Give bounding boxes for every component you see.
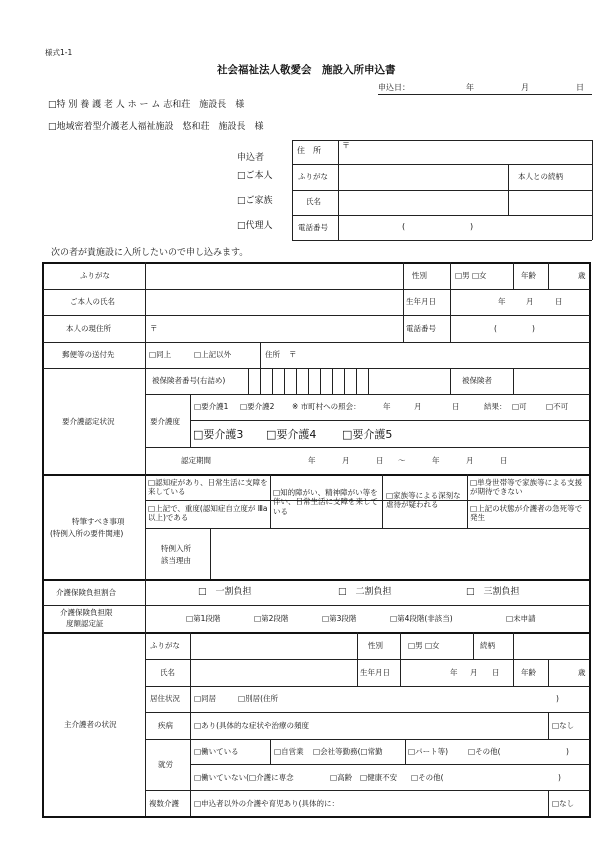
care-level-5[interactable]: □要介護5 xyxy=(342,428,393,441)
facility-option-2[interactable]: □地域密着型介護老人福祉施設 悠和荘 施設長 様 xyxy=(48,122,264,132)
burden-30pct[interactable]: □ 三割負担 xyxy=(466,587,520,597)
patient-phone-label: 電話番号 xyxy=(406,324,436,333)
form-title: 社会福祉法人敬愛会 施設入所申込書 xyxy=(217,64,396,76)
burden-ratio-label: 介護保険負担割合 xyxy=(56,588,116,597)
limit-cert-label-2: 度額認定証 xyxy=(66,619,104,628)
apply-date-label: 申込日： xyxy=(378,83,410,92)
care-level-2[interactable]: □要介護2 xyxy=(240,402,275,411)
caregiver-age-label: 年齢 xyxy=(521,668,536,677)
patient-phone-close: ) xyxy=(532,324,535,333)
burden-10pct[interactable]: □ 一割負担 xyxy=(198,587,252,597)
special-notes-label: 特筆すべき事項 xyxy=(72,517,125,526)
care-level-3[interactable]: □要介護3 xyxy=(193,428,244,441)
applicant-self[interactable]: □ご本人 xyxy=(237,171,273,181)
residence-separate[interactable]: □別居(住所 xyxy=(238,694,279,703)
caregiver-sex-options[interactable]: □男 □女 xyxy=(408,641,440,650)
special-cond-alone[interactable]: □単身世帯等で家族等による支援が期待できない xyxy=(470,478,583,497)
intro-text: 次の者が貴施設に入所したいので申し込みます。 xyxy=(51,248,249,258)
work-no[interactable]: □働いていない(□介護に専念 xyxy=(194,773,294,782)
mail-same-option[interactable]: □同上 xyxy=(149,350,172,359)
patient-dob-year: 年 xyxy=(498,297,506,306)
inquiry-year: 年 xyxy=(383,402,391,411)
special-cond-sudden[interactable]: □上記の状態が介護者の急死等で発生 xyxy=(470,504,583,523)
limit-not-applied[interactable]: □未申請 xyxy=(506,614,536,623)
caregiver-relation-label: 続柄 xyxy=(480,641,495,650)
applicant-phone-label: 電話番号 xyxy=(298,223,328,232)
work-company[interactable]: □会社等勤務(□常勤 xyxy=(313,747,383,756)
period-end-day: 日 xyxy=(500,456,508,465)
caregiver-dob-year: 年 xyxy=(450,668,458,677)
period-end-year: 年 xyxy=(432,456,440,465)
work-self-employed[interactable]: □自営業 xyxy=(274,747,304,756)
burden-20pct[interactable]: □ 二割負担 xyxy=(338,587,392,597)
multi-care-no[interactable]: □なし xyxy=(552,799,575,808)
work-no-elderly[interactable]: □高齢 xyxy=(330,773,353,782)
caregiver-status-label: 主介護者の状況 xyxy=(64,720,117,729)
mail-destination-label: 郵便等の送付先 xyxy=(62,350,115,359)
limit-stage-1[interactable]: □第1段階 xyxy=(186,614,221,623)
caregiver-name-label: 氏名 xyxy=(160,668,175,677)
multi-care-label: 複数介護 xyxy=(149,799,179,808)
caregiver-dob-day: 日 xyxy=(492,668,500,677)
exception-reason-label: 特例入所 xyxy=(161,544,191,553)
patient-age-unit: 歳 xyxy=(578,271,586,280)
facility-option-1[interactable]: □特 別 養 護 老 人 ホ ー ム 志和荘 施設長 様 xyxy=(48,100,245,110)
applicant-name-label: 氏名 xyxy=(306,197,321,206)
work-no-health[interactable]: □健康不安 xyxy=(360,773,398,782)
residence-close: ) xyxy=(556,694,559,703)
patient-furigana-label: ふりがな xyxy=(80,271,110,280)
limit-stage-2[interactable]: □第2段階 xyxy=(254,614,289,623)
period-start-day: 日 xyxy=(376,456,384,465)
inquiry-ng[interactable]: □不可 xyxy=(546,402,569,411)
applicant-label: 申込者 xyxy=(237,153,265,163)
mail-postal-mark: 〒 xyxy=(289,350,297,359)
illness-no[interactable]: □なし xyxy=(552,721,575,730)
work-label: 就労 xyxy=(158,760,173,769)
caregiver-age-unit: 歳 xyxy=(578,668,586,677)
apply-year: 年 xyxy=(466,83,474,92)
apply-month: 月 xyxy=(521,83,529,92)
municipality-inquiry: ※ 市町村への照会： xyxy=(292,402,361,411)
caregiver-sex-label: 性別 xyxy=(368,641,383,650)
work-other-close: ) xyxy=(566,747,569,756)
insured-label: 被保険者 xyxy=(462,376,492,385)
patient-dob-day: 日 xyxy=(555,297,563,306)
limit-cert-label: 介護保険負担限 xyxy=(60,608,113,617)
applicant-family[interactable]: □ご家族 xyxy=(237,196,273,206)
exception-reason-label-2: 該当理由 xyxy=(161,556,191,565)
illness-yes[interactable]: □あり(具体的な症状や治療の頻度 xyxy=(194,721,310,730)
residence-same[interactable]: □同居 xyxy=(194,694,217,703)
patient-sex-options[interactable]: □男 □女 xyxy=(455,271,487,280)
special-cond-dementia[interactable]: □認知症があり、日常生活に支障を来している xyxy=(148,478,268,497)
applicant-proxy[interactable]: □代理人 xyxy=(237,221,273,231)
caregiver-dob-label: 生年月日 xyxy=(360,668,390,677)
insured-number-label: 被保険者番号(右詰め) xyxy=(152,376,226,385)
inquiry-month: 月 xyxy=(414,402,422,411)
patient-dob-month: 月 xyxy=(526,297,534,306)
patient-phone-open: ( xyxy=(494,324,497,333)
residence-label: 居住状況 xyxy=(150,694,180,703)
caregiver-dob-month: 月 xyxy=(470,668,478,677)
inquiry-result-label: 結果： xyxy=(484,402,507,411)
work-no-close: ) xyxy=(558,773,561,782)
special-notes-sublabel: (特例入所の要件関連) xyxy=(50,529,124,538)
patient-postal-mark: 〒 xyxy=(150,324,158,333)
care-level-4[interactable]: □要介護4 xyxy=(266,428,317,441)
applicant-phone-open: ( xyxy=(402,222,406,231)
period-end-month: 月 xyxy=(466,456,474,465)
apply-date-underline xyxy=(378,94,592,95)
special-cond-abuse[interactable]: □家族等による深刻な虐待が疑われる xyxy=(386,491,461,510)
applicant-relation-label: 本人との続柄 xyxy=(518,172,563,181)
apply-day: 日 xyxy=(576,83,584,92)
mail-other-option[interactable]: □上記以外 xyxy=(194,350,232,359)
care-level-1[interactable]: □要介護1 xyxy=(194,402,229,411)
inquiry-ok[interactable]: □可 xyxy=(512,402,527,411)
mail-address-label: 住所 xyxy=(265,350,280,359)
caregiver-furigana-label: ふりがな xyxy=(150,641,180,650)
limit-stage-3[interactable]: □第3段階 xyxy=(322,614,357,623)
care-level-label: 要介護度 xyxy=(150,417,180,426)
period-start-month: 月 xyxy=(342,456,350,465)
care-status-label: 要介護認定状況 xyxy=(62,417,115,426)
multi-care-yes[interactable]: □申込者以外の介護や育児あり(具体的に： xyxy=(194,799,340,808)
work-yes[interactable]: □働いている xyxy=(194,747,239,756)
illness-label: 疾病 xyxy=(158,721,173,730)
applicant-address-label: 住 所 xyxy=(297,146,321,155)
period-tilde: ～ xyxy=(398,456,406,465)
limit-stage-4[interactable]: □第4段階(非該当) xyxy=(390,614,453,623)
work-part-time[interactable]: □パート等) xyxy=(408,747,449,756)
special-cond-severe[interactable]: □上記で、重度(認知症自立度が Ⅲa以上)である xyxy=(148,504,268,523)
patient-age-label: 年齢 xyxy=(521,271,536,280)
patient-dob-label: 生年月日 xyxy=(406,297,436,306)
inquiry-day-result: 日 xyxy=(452,402,460,411)
patient-address-label: 本人の現住所 xyxy=(66,324,111,333)
patient-sex-label: 性別 xyxy=(412,271,427,280)
applicant-postal-mark: 〒 xyxy=(342,141,350,150)
applicant-phone-close: ) xyxy=(470,222,474,231)
work-other[interactable]: □その他( xyxy=(468,747,501,756)
care-period-label: 認定期間 xyxy=(181,456,211,465)
work-no-other[interactable]: □その他( xyxy=(411,773,444,782)
period-start-year: 年 xyxy=(308,456,316,465)
applicant-furigana-label: ふりがな xyxy=(298,172,328,181)
form-number: 様式1-1 xyxy=(45,48,73,57)
special-cond-disability[interactable]: □知的障がい、精神障がい等を伴い、日常生活に支障を来している xyxy=(273,488,378,516)
patient-name-label: ご本人の氏名 xyxy=(70,297,115,306)
